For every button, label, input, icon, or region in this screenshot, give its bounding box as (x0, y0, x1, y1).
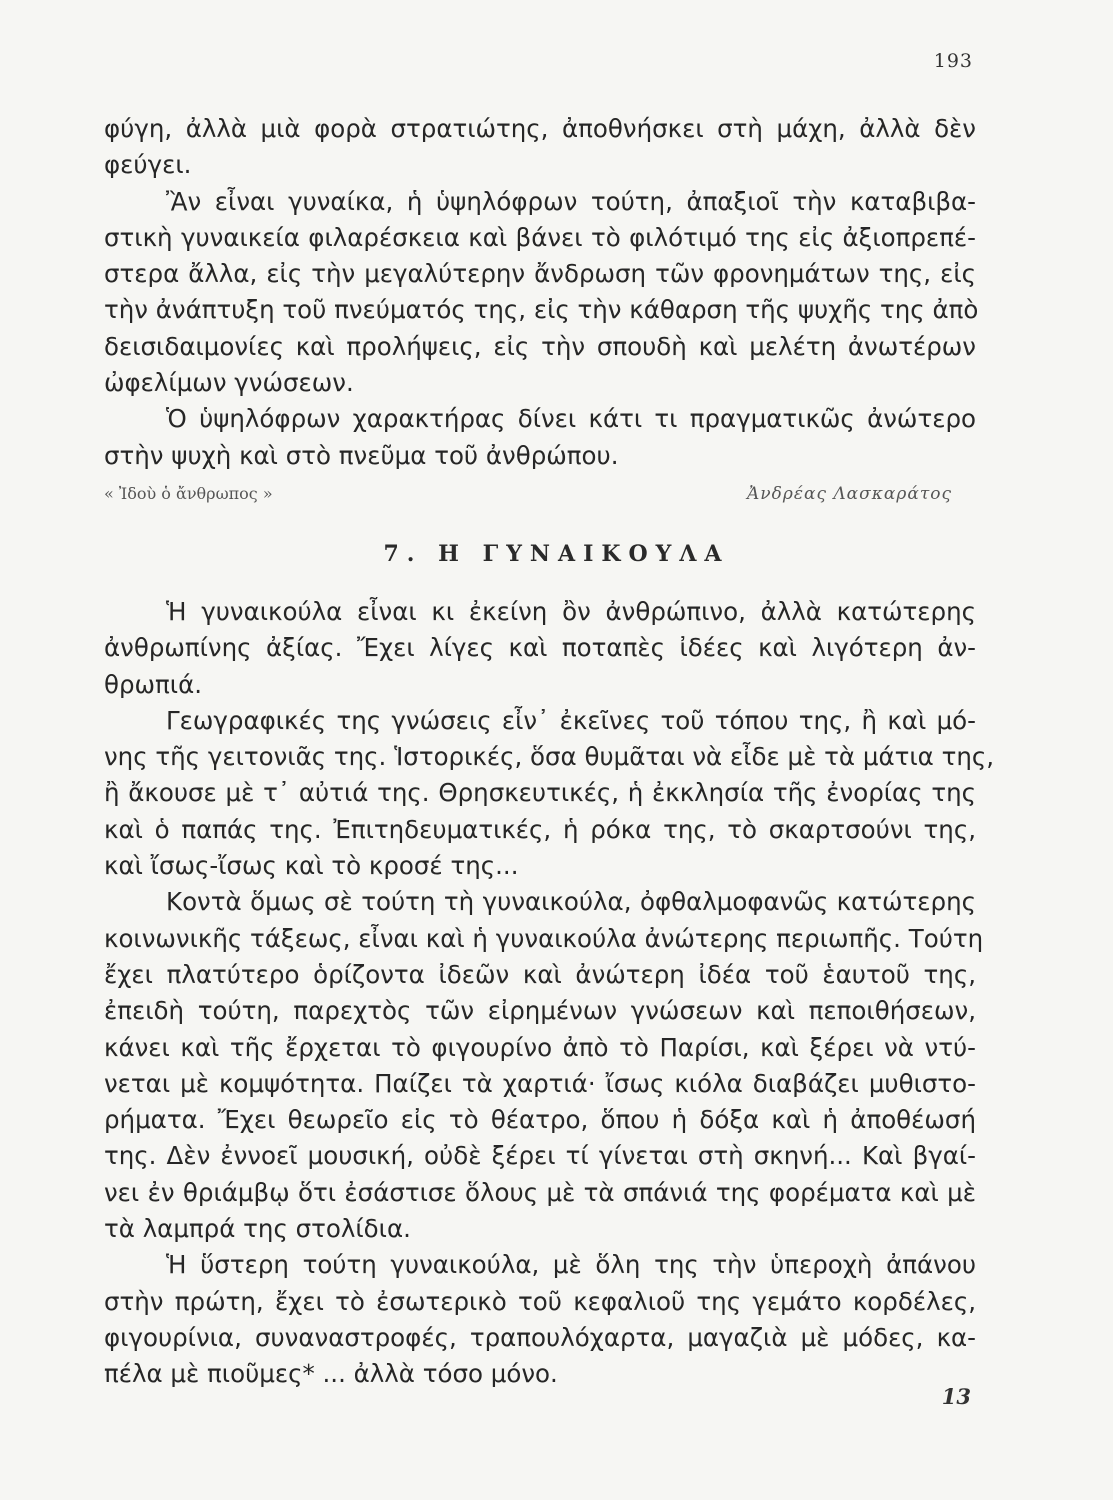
text-line: καὶ ὁ παπάς της. Ἐπιτηδευματικές, ἡ ρόκα της, τὸ σκαρτσούνι της, (104, 814, 976, 844)
text-line: στερα ἄλλα, εἰς τὴν μεγαλύτερην ἄνδρωση τῶν φρονημάτων της, εἰς (104, 259, 976, 289)
paragraph-block-top (104, 111, 979, 474)
text-line: ἐπειδὴ τούτη, παρεχτὸς τῶν εἰρημένων γνώσεων καὶ πεποιθήσεων, (104, 996, 976, 1026)
text-line: φύγη, ἀλλὰ μιὰ φορὰ στρατιώτης, ἀποθνήσκει στὴ μάχη, ἀλλὰ δὲν (104, 114, 976, 143)
text-line: τὴν ἀνάπτυξη τοῦ πνεύματός της, εἰς τὴν κάθαρση τῆς ψυχῆς της ἀπὸ (104, 295, 979, 325)
text-line: κοινωνικῆς τάξεως, εἶναι καὶ ἡ γυναικούλα ἀνώτερης περιωπῆς. Τούτη (104, 923, 984, 953)
text-line: Ὁ ὑψηλόφρων χαρακτήρας δίνει κάτι τι πραγματικῶς ἀνώτερο (166, 404, 976, 434)
text-line: τὰ λαμπρά της στολίδια. (104, 1214, 411, 1244)
text-line: Ἡ ὕστερη τούτη γυναικούλα, μὲ ὅλη της τὴν ὑπεροχὴ ἀπάνου (166, 1250, 976, 1280)
text-line: Κοντὰ ὅμως σὲ τούτη τὴ γυναικούλα, ὀφθαλμοφανῶς κατώτερης (166, 887, 976, 917)
text-line: νεται μὲ κομψότητα. Παίζει τὰ χαρτιά· ἴσως κιόλα διαβάζει μυθιστο- (104, 1068, 976, 1098)
text-line: Ἂν εἶναι γυναίκα, ἡ ὑψηλόφρων τούτη, ἀπαξιοῖ τὴν καταβιβα- (166, 186, 976, 216)
text-line: ὠφελίμων γνώσεων. (104, 368, 354, 398)
text-line: ρήματα. Ἔχει θεωρεῖο εἰς τὸ θέατρο, ὅπου ἡ δόξα καὶ ἡ ἀποθέωσή (104, 1105, 976, 1135)
text-line: δεισιδαιμονίες καὶ προλήψεις, εἰς τὴν σπουδὴ καὶ μελέτη ἀνωτέρων (104, 331, 976, 361)
text-line: στὴν πρώτη, ἔχει τὸ ἐσωτερικὸ τοῦ κεφαλιοῦ της γεμάτο κορδέλες, (104, 1286, 976, 1316)
text-line: Γεωγραφικές της γνώσεις εἶν᾽ ἐκεῖνες τοῦ τόπου της, ἢ καὶ μό- (166, 705, 976, 735)
page-number: 193 (933, 50, 973, 72)
text-line: φιγουρίνια, συναναστροφές, τραπουλόχαρτα, μαγαζιὰ μὲ μόδες, κα- (104, 1322, 976, 1352)
text-line: Ἡ γυναικούλα εἶναι κι ἐκείνη ὂν ἀνθρώπινο, ἀλλὰ κατώτερης (166, 597, 976, 626)
text-line: θρωπιά. (104, 669, 203, 699)
citation-source: « Ἰδοὺ ὁ ἄνθρωπος » (104, 484, 273, 503)
text-line: καὶ ἴσως-ἴσως καὶ τὸ κροσέ της... (104, 851, 519, 881)
text-line: ἢ ἄκουσε μὲ τ᾽ αὐτιά της. Θρησκευτικές, ἡ ἐκκλησία τῆς ἐνορίας της (104, 778, 976, 808)
text-line: της. Δὲν ἐννοεῖ μουσική, οὐδὲ ξέρει τί γίνεται στὴ σκηνή... Καὶ βγαί- (104, 1141, 976, 1171)
text-line: πέλα μὲ πιοῦμες* ... ἀλλὰ τόσο μόνο. (104, 1359, 558, 1389)
text-line: νης τῆς γειτονιᾶς της. Ἱστορικές, ὅσα θυμᾶται νὰ εἶδε μὲ τὰ μάτια της, (104, 742, 995, 772)
citation-author: Ἀνδρέας Λασκαράτος (747, 484, 952, 504)
chapter-heading: 7. Η ΓΥΝΑΙΚΟΥΛΑ (383, 541, 730, 567)
citation (104, 484, 952, 512)
text-line: νει ἐν θριάμβῳ ὅτι ἐσάστισε ὅλους μὲ τὰ σπάνιά της φορέματα καὶ μὲ (104, 1177, 976, 1207)
text-line: φεύγει. (104, 150, 192, 180)
signature-mark: 13 (941, 1384, 971, 1409)
text-line: στὴν ψυχὴ καὶ στὸ πνεῦμα τοῦ ἀνθρώπου. (104, 440, 619, 470)
text-line: κάνει καὶ τῆς ἔρχεται τὸ φιγουρίνο ἀπὸ τὸ Παρίσι, καὶ ξέρει νὰ ντύ- (104, 1032, 976, 1062)
text-line: ἀνθρωπίνης ἀξίας. Ἔχει λίγες καὶ ποταπὲς ἰδέες καὶ λιγότερη ἀν- (104, 633, 976, 663)
paragraph-block-chapter (104, 594, 995, 1393)
text-line: ἔχει πλατύτερο ὁρίζοντα ἰδεῶν καὶ ἀνώτερη ἰδέα τοῦ ἑαυτοῦ της, (104, 959, 976, 989)
text-line: στικὴ γυναικεία φιλαρέσκεια καὶ βάνει τὸ φιλότιμό της εἰς ἀξιοπρεπέ- (104, 222, 976, 252)
